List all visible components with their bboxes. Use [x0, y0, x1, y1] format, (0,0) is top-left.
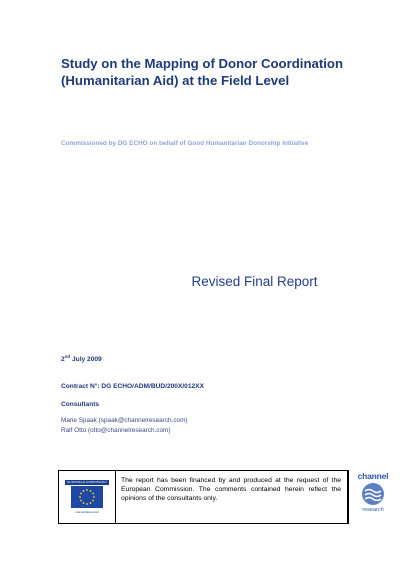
- eu-stars-icon: [77, 487, 97, 507]
- eu-star-icon: [80, 493, 82, 495]
- date-rest: July 2009: [70, 356, 102, 363]
- consultant-2: Ralf Otto (otto@channelresearch.com): [61, 427, 171, 434]
- document-title: Study on the Mapping of Donor Coordination (Humanitarian Aid) at the Field Level: [61, 56, 344, 88]
- eu-star-icon: [79, 496, 81, 498]
- date-day: 2: [61, 356, 65, 363]
- eu-star-icon: [80, 500, 82, 502]
- wave-lines-icon: [364, 487, 382, 501]
- financing-note: The report has been financed by and produced at the request of the European Commission. The comments contained herein reflect the opinions of the consultants only.: [116, 471, 348, 523]
- report-date: [61, 356, 102, 363]
- ec-logo: [59, 471, 116, 523]
- consultant-1: Marie Spaak (spaak@channelresearch.com): [61, 417, 188, 424]
- eu-star-icon: [92, 500, 94, 502]
- eu-star-icon: [92, 493, 94, 495]
- eu-star-icon: [90, 502, 92, 504]
- commissioned-by-line: Commissioned by DG ECHO on behalf of Good Humanitarian Donorship Initiative: [61, 140, 309, 147]
- channel-research-logo: [350, 470, 396, 522]
- wave-icon: [362, 483, 384, 505]
- logo-top-text: channel: [357, 471, 389, 481]
- eu-star-icon: [86, 503, 88, 505]
- eu-star-icon: [83, 490, 85, 492]
- date-suffix: nd: [64, 354, 71, 359]
- ec-caption: Humanitarian Aid: [75, 510, 99, 514]
- eu-flag-icon: [71, 486, 103, 508]
- ec-header: EUROPEAN COMMISSION: [65, 480, 109, 485]
- eu-star-icon: [93, 496, 95, 498]
- contract-number: Contract N°: DG ECHO/ADM/BUD/200X/012XX: [61, 383, 204, 390]
- eu-star-icon: [83, 502, 85, 504]
- financing-box: [58, 470, 349, 524]
- logo-bottom-text: research: [362, 507, 384, 513]
- eu-star-icon: [86, 489, 88, 491]
- report-type: Revised Final Report: [191, 274, 318, 289]
- consultants-heading: Consultants: [61, 401, 100, 408]
- eu-star-icon: [90, 490, 92, 492]
